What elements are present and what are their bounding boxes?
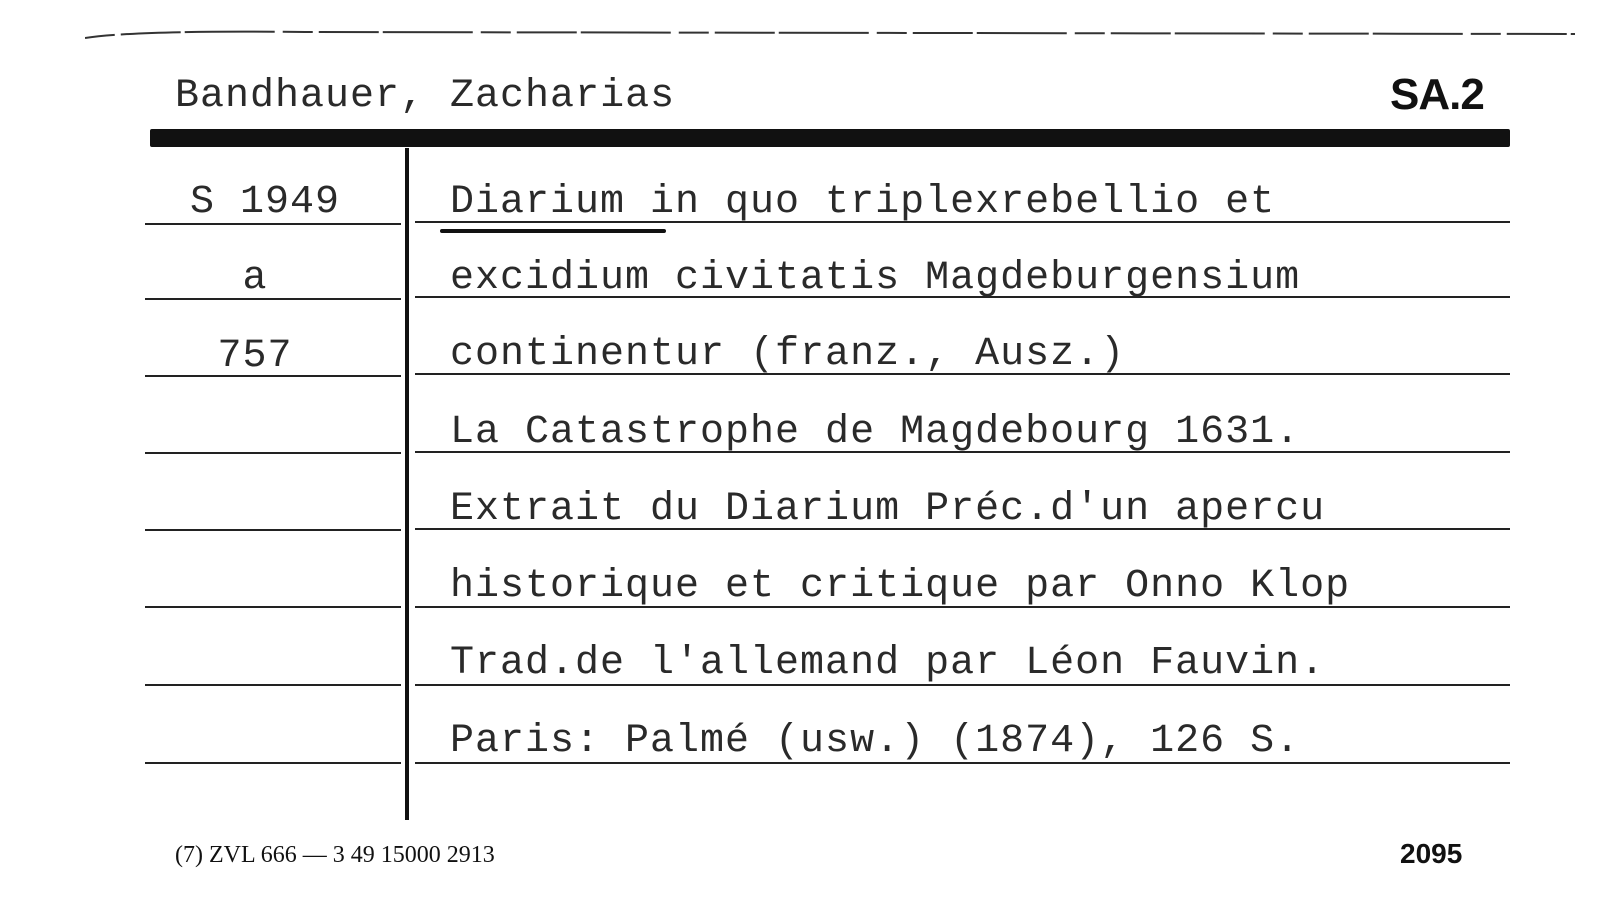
left-rule-line — [145, 762, 401, 764]
author-heading: Bandhauer, Zacharias — [175, 74, 676, 119]
call-number-line: S 1949 — [189, 180, 341, 225]
title-line: historique et critique par Onno Klop — [450, 564, 1351, 609]
shelf-mark: SA.2 — [1390, 70, 1484, 119]
uniform-title-underline — [440, 229, 666, 233]
left-rule-line — [145, 529, 401, 531]
title-line: Paris: Palmé (usw.) (1874), 126 S. — [450, 719, 1301, 764]
card-number: 2095 — [1400, 838, 1463, 869]
left-rule-line — [145, 606, 401, 608]
card-top-edge — [85, 28, 1575, 40]
title-line: Diarium in quo triplexrebellio et — [450, 180, 1276, 225]
call-number-line: a — [242, 256, 268, 301]
printer-imprint: (7) ZVL 666 — 3 49 15000 2913 — [175, 842, 495, 868]
title-line: excidium civitatis Magdeburgensium — [450, 256, 1301, 301]
title-line: Extrait du Diarium Préc.d'un apercu — [450, 487, 1326, 532]
column-divider — [405, 148, 409, 820]
title-line: continentur (franz., Ausz.) — [450, 332, 1126, 377]
title-line: La Catastrophe de Magdebourg 1631. — [450, 410, 1301, 455]
left-rule-line — [145, 452, 401, 454]
call-number-line: 757 — [217, 334, 293, 379]
left-rule-line — [145, 684, 401, 686]
heading-rule — [150, 129, 1510, 147]
title-line: Trad.de l'allemand par Léon Fauvin. — [450, 641, 1326, 686]
